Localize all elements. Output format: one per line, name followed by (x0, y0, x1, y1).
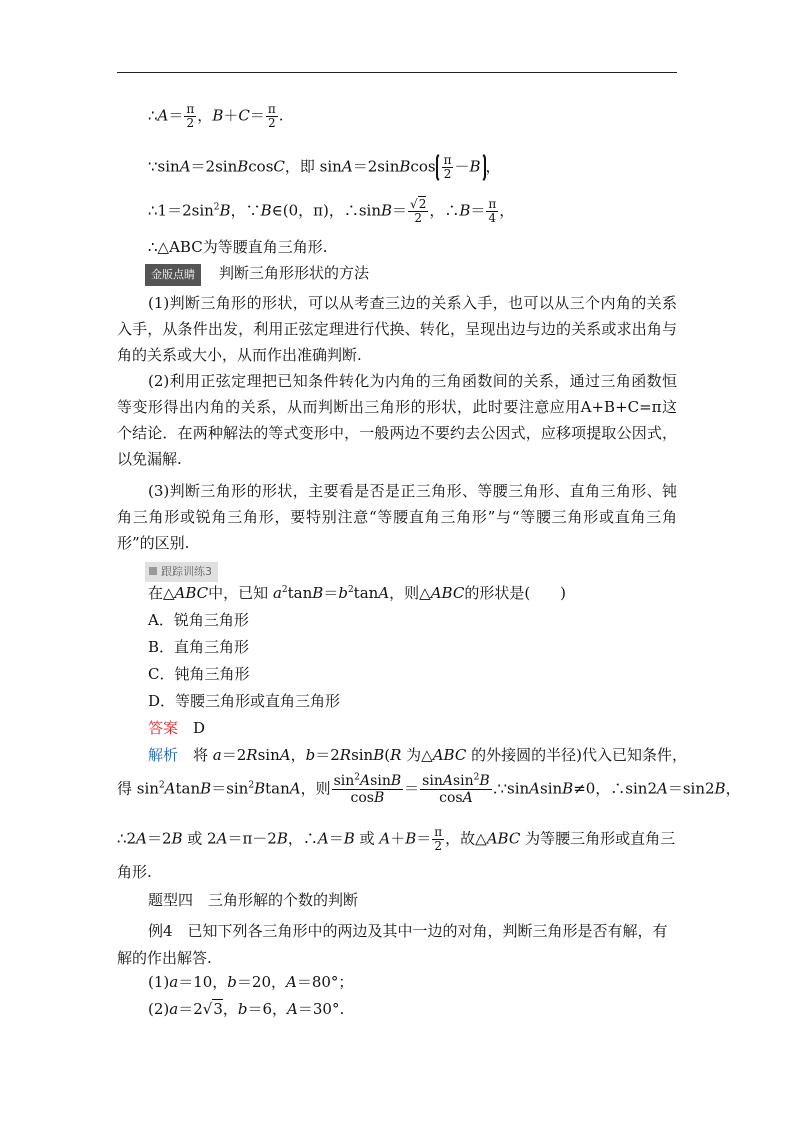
example-part-1: (1)a＝10，b＝20，A＝80°； (148, 973, 354, 991)
analysis-line-4: 角形. (117, 863, 152, 881)
track-badge: 跟踪训练3 (145, 562, 218, 582)
answer-value: D (193, 719, 206, 737)
option-a: A．锐角三角形 (148, 611, 249, 629)
analysis-line-1: 解析 将 a＝2RsinA，b＝2RsinB(R 为△ABC 的外接圆的半径)代入已知条件， (148, 746, 687, 764)
math-line-2: ∵sinA＝2sinBcosC，即 sinA＝2sinBcos $\frac{\pi}{2}$ －B ， (148, 153, 501, 181)
header-rule (117, 72, 677, 73)
tip-header (145, 263, 705, 286)
analysis-line-2: 得 $\sin^2AtanB=\sin^2BtanA$，则 $\frac{\sin^2AsinB}{\cos B}$ ＝ $\frac{sinAsin^2B}{\cos A}$ .∵sinAsinB≠0，∴sin2A＝sin2B， (117, 772, 741, 806)
example-part-2: (2)a＝2√3，b＝6，A＝30°. (148, 1000, 345, 1018)
option-b: B．直角三角形 (148, 638, 250, 656)
tip-title: 判断三角形形状的方法 (219, 264, 370, 282)
option-d: D．等腰三角形或直角三角形 (148, 692, 341, 710)
track-header (145, 560, 705, 582)
analysis-line-3: ∴2A＝2B 或 2A＝π－2B，∴A＝B 或 A＋B＝ $\frac{\pi}{2}$ ，故△ABC 为等腰三角形或直角三 (117, 825, 676, 853)
tip-paragraph-1: (1)判断三角形的形状，可以从考查三边的关系入手，也可以从三个内角的关系入手，从条件出发，利用正弦定理进行代换、转化，呈现出边与边的关系或求出角与角的关系或大小，从而作出准确判断. (117, 294, 677, 364)
square-icon (149, 567, 157, 575)
question-text: 在△ABC中，已知 $a^2\tan B=b^2\tan A$，则△ABC的形状是( ) (148, 584, 567, 602)
math-line-3: $\therefore 1=2\sin^2B$，∵B∈(0，π)，∴sinB＝ $\frac{√2}{2}$ ，∴B＝ $\frac{\pi}{4}$ ， (148, 197, 515, 225)
analysis-label: 解析 (148, 746, 179, 764)
section-title: 题型四 三角形解的个数的判断 (148, 891, 359, 909)
option-c: C．钝角三角形 (148, 665, 250, 683)
answer-line (148, 718, 677, 738)
tip-badge: 金版点睛 (145, 264, 201, 286)
tip-paragraph-3: (3)判断三角形的形状，主要看是否是正三角形、等腰三角形、直角三角形、钝角三角形或锐角三角形，要特别注意“等腰直角三角形”与“等腰三角形或直角三角形”的区别. (117, 482, 677, 552)
answer-label: 答案 (148, 719, 179, 737)
conclusion-text: ∴△ABC为等腰直角三角形. (148, 238, 328, 256)
math-line-1: ∴A＝ $\frac{\pi}{2}$ ，B＋C＝ $\frac{\pi}{2}$ . (148, 102, 284, 130)
example-text: 例4 已知下列各三角形中的两边及其中一边的对角，判断三角形是否有解，有解的作出解答. (117, 922, 668, 967)
tip-paragraph-2: (2)利用正弦定理把已知条件转化为内角的三角函数间的关系，通过三角函数恒等变形得出内角的关系，从而判断出三角形的形状，此时要注意应用A+B+C=π这个结论．在两种解法的等式变形中，一般两边不要约去公因式，应移项提取公因式，以免漏解. (117, 372, 677, 468)
